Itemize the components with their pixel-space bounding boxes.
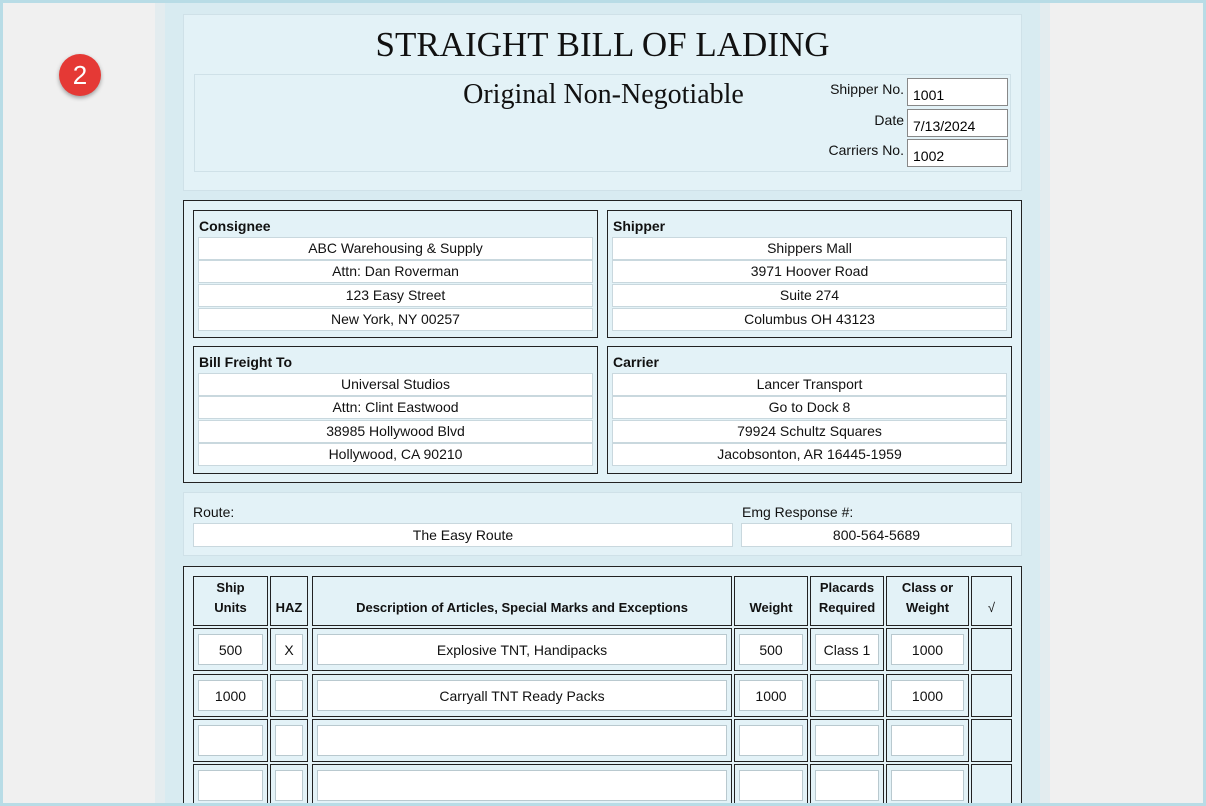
bill-freight-to-line[interactable]: Universal Studios [198,373,593,396]
shipper-title: Shipper [613,218,666,234]
date-input[interactable] [907,109,1008,137]
description-cell [312,764,732,806]
weight-input[interactable]: 1000 [739,680,803,711]
ship-units-input[interactable]: 500 [198,634,263,665]
bill-freight-to-line[interactable]: Attn: Clint Eastwood [198,396,593,419]
shipper-box [607,210,1012,338]
carrier-line[interactable]: Jacobsonton, AR 16445-1959 [612,443,1007,466]
weight-cell [734,719,808,762]
header-check: √ [971,576,1012,626]
placards-input[interactable] [815,680,879,711]
haz-input[interactable] [275,680,303,711]
consignee-box [193,210,598,338]
table-row [193,674,268,717]
emergency-response-field[interactable]: 800-564-5689 [741,523,1012,547]
description-input[interactable]: Carryall TNT Ready Packs [317,680,727,711]
class-weight-cell [886,764,969,806]
ship-units-input[interactable] [198,770,263,801]
header-description: Description of Articles, Special Marks and Exceptions [312,576,732,626]
carrier-line[interactable]: Lancer Transport [612,373,1007,396]
route-section [183,492,1022,556]
weight-cell [734,628,808,671]
weight-input[interactable] [739,725,803,756]
bill-freight-to-title: Bill Freight To [199,354,293,370]
consignee-line[interactable]: ABC Warehousing & Supply [198,237,593,260]
class-weight-input[interactable]: 1000 [891,680,964,711]
description-input[interactable] [317,770,727,801]
header-ship-units: Ship Units [193,576,268,626]
consignee-title: Consignee [199,218,271,234]
haz-cell [270,674,308,717]
route-field[interactable]: The Easy Route [193,523,733,547]
header-placards: Placards Required [810,576,884,626]
header-haz: HAZ [270,576,308,626]
haz-input[interactable] [275,725,303,756]
class-weight-input[interactable] [891,770,964,801]
placards-input[interactable] [815,770,879,801]
shipper-line[interactable]: Shippers Mall [612,237,1007,260]
class-weight-input[interactable]: 1000 [891,634,964,665]
page-title: STRAIGHT BILL OF LADING [375,25,830,64]
placards-cell [810,674,884,717]
header-class-weight: Class or Weight [886,576,969,626]
carrier-title: Carrier [613,354,659,370]
consignee-line[interactable]: 123 Easy Street [198,284,593,307]
class-weight-cell [886,719,969,762]
consignee-line[interactable]: New York, NY 00257 [198,308,593,331]
shipper-no-input[interactable] [907,78,1008,106]
date-label: Date [874,112,904,128]
description-cell [312,719,732,762]
check-cell[interactable] [971,628,1012,671]
class-weight-input[interactable] [891,725,964,756]
route-label: Route: [193,504,235,520]
page-subtitle: Original Non-Negotiable [463,79,744,110]
placards-input[interactable]: Class 1 [815,634,879,665]
items-table [183,566,1022,806]
description-cell [312,674,732,717]
shipper-line[interactable]: Columbus OH 43123 [612,308,1007,331]
class-weight-cell [886,674,969,717]
emergency-response-label: Emg Response #: [742,504,854,520]
carrier-box [607,346,1012,474]
table-row [193,764,268,806]
carriers-no-input[interactable] [907,139,1008,167]
header-weight: Weight [734,576,808,626]
header-inner [194,74,1011,172]
placards-cell [810,628,884,671]
ship-units-input[interactable]: 1000 [198,680,263,711]
shipper-line[interactable]: Suite 274 [612,284,1007,307]
ship-units-input[interactable] [198,725,263,756]
table-row [193,628,268,671]
haz-cell [270,764,308,806]
carrier-line[interactable]: Go to Dock 8 [612,396,1007,419]
haz-cell [270,719,308,762]
haz-input[interactable] [275,770,303,801]
description-cell [312,628,732,671]
check-cell[interactable] [971,764,1012,806]
placards-cell [810,764,884,806]
header-panel [183,14,1022,191]
weight-input[interactable]: 500 [739,634,803,665]
check-cell[interactable] [971,719,1012,762]
placards-cell [810,719,884,762]
bill-freight-to-box [193,346,598,474]
weight-cell [734,764,808,806]
haz-input[interactable]: X [275,634,303,665]
description-input[interactable]: Explosive TNT, Handipacks [317,634,727,665]
description-input[interactable] [317,725,727,756]
haz-cell [270,628,308,671]
step-badge: 2 [59,54,101,96]
carrier-line[interactable]: 79924 Schultz Squares [612,420,1007,443]
shipper-no-label: Shipper No. [830,81,904,97]
table-row [193,719,268,762]
bill-freight-to-line[interactable]: Hollywood, CA 90210 [198,443,593,466]
consignee-line[interactable]: Attn: Dan Roverman [198,260,593,283]
parties-section [183,200,1022,483]
weight-cell [734,674,808,717]
class-weight-cell [886,628,969,671]
carriers-no-label: Carriers No. [828,142,904,158]
check-cell[interactable] [971,674,1012,717]
bill-freight-to-line[interactable]: 38985 Hollywood Blvd [198,420,593,443]
shipper-line[interactable]: 3971 Hoover Road [612,260,1007,283]
weight-input[interactable] [739,770,803,801]
placards-input[interactable] [815,725,879,756]
